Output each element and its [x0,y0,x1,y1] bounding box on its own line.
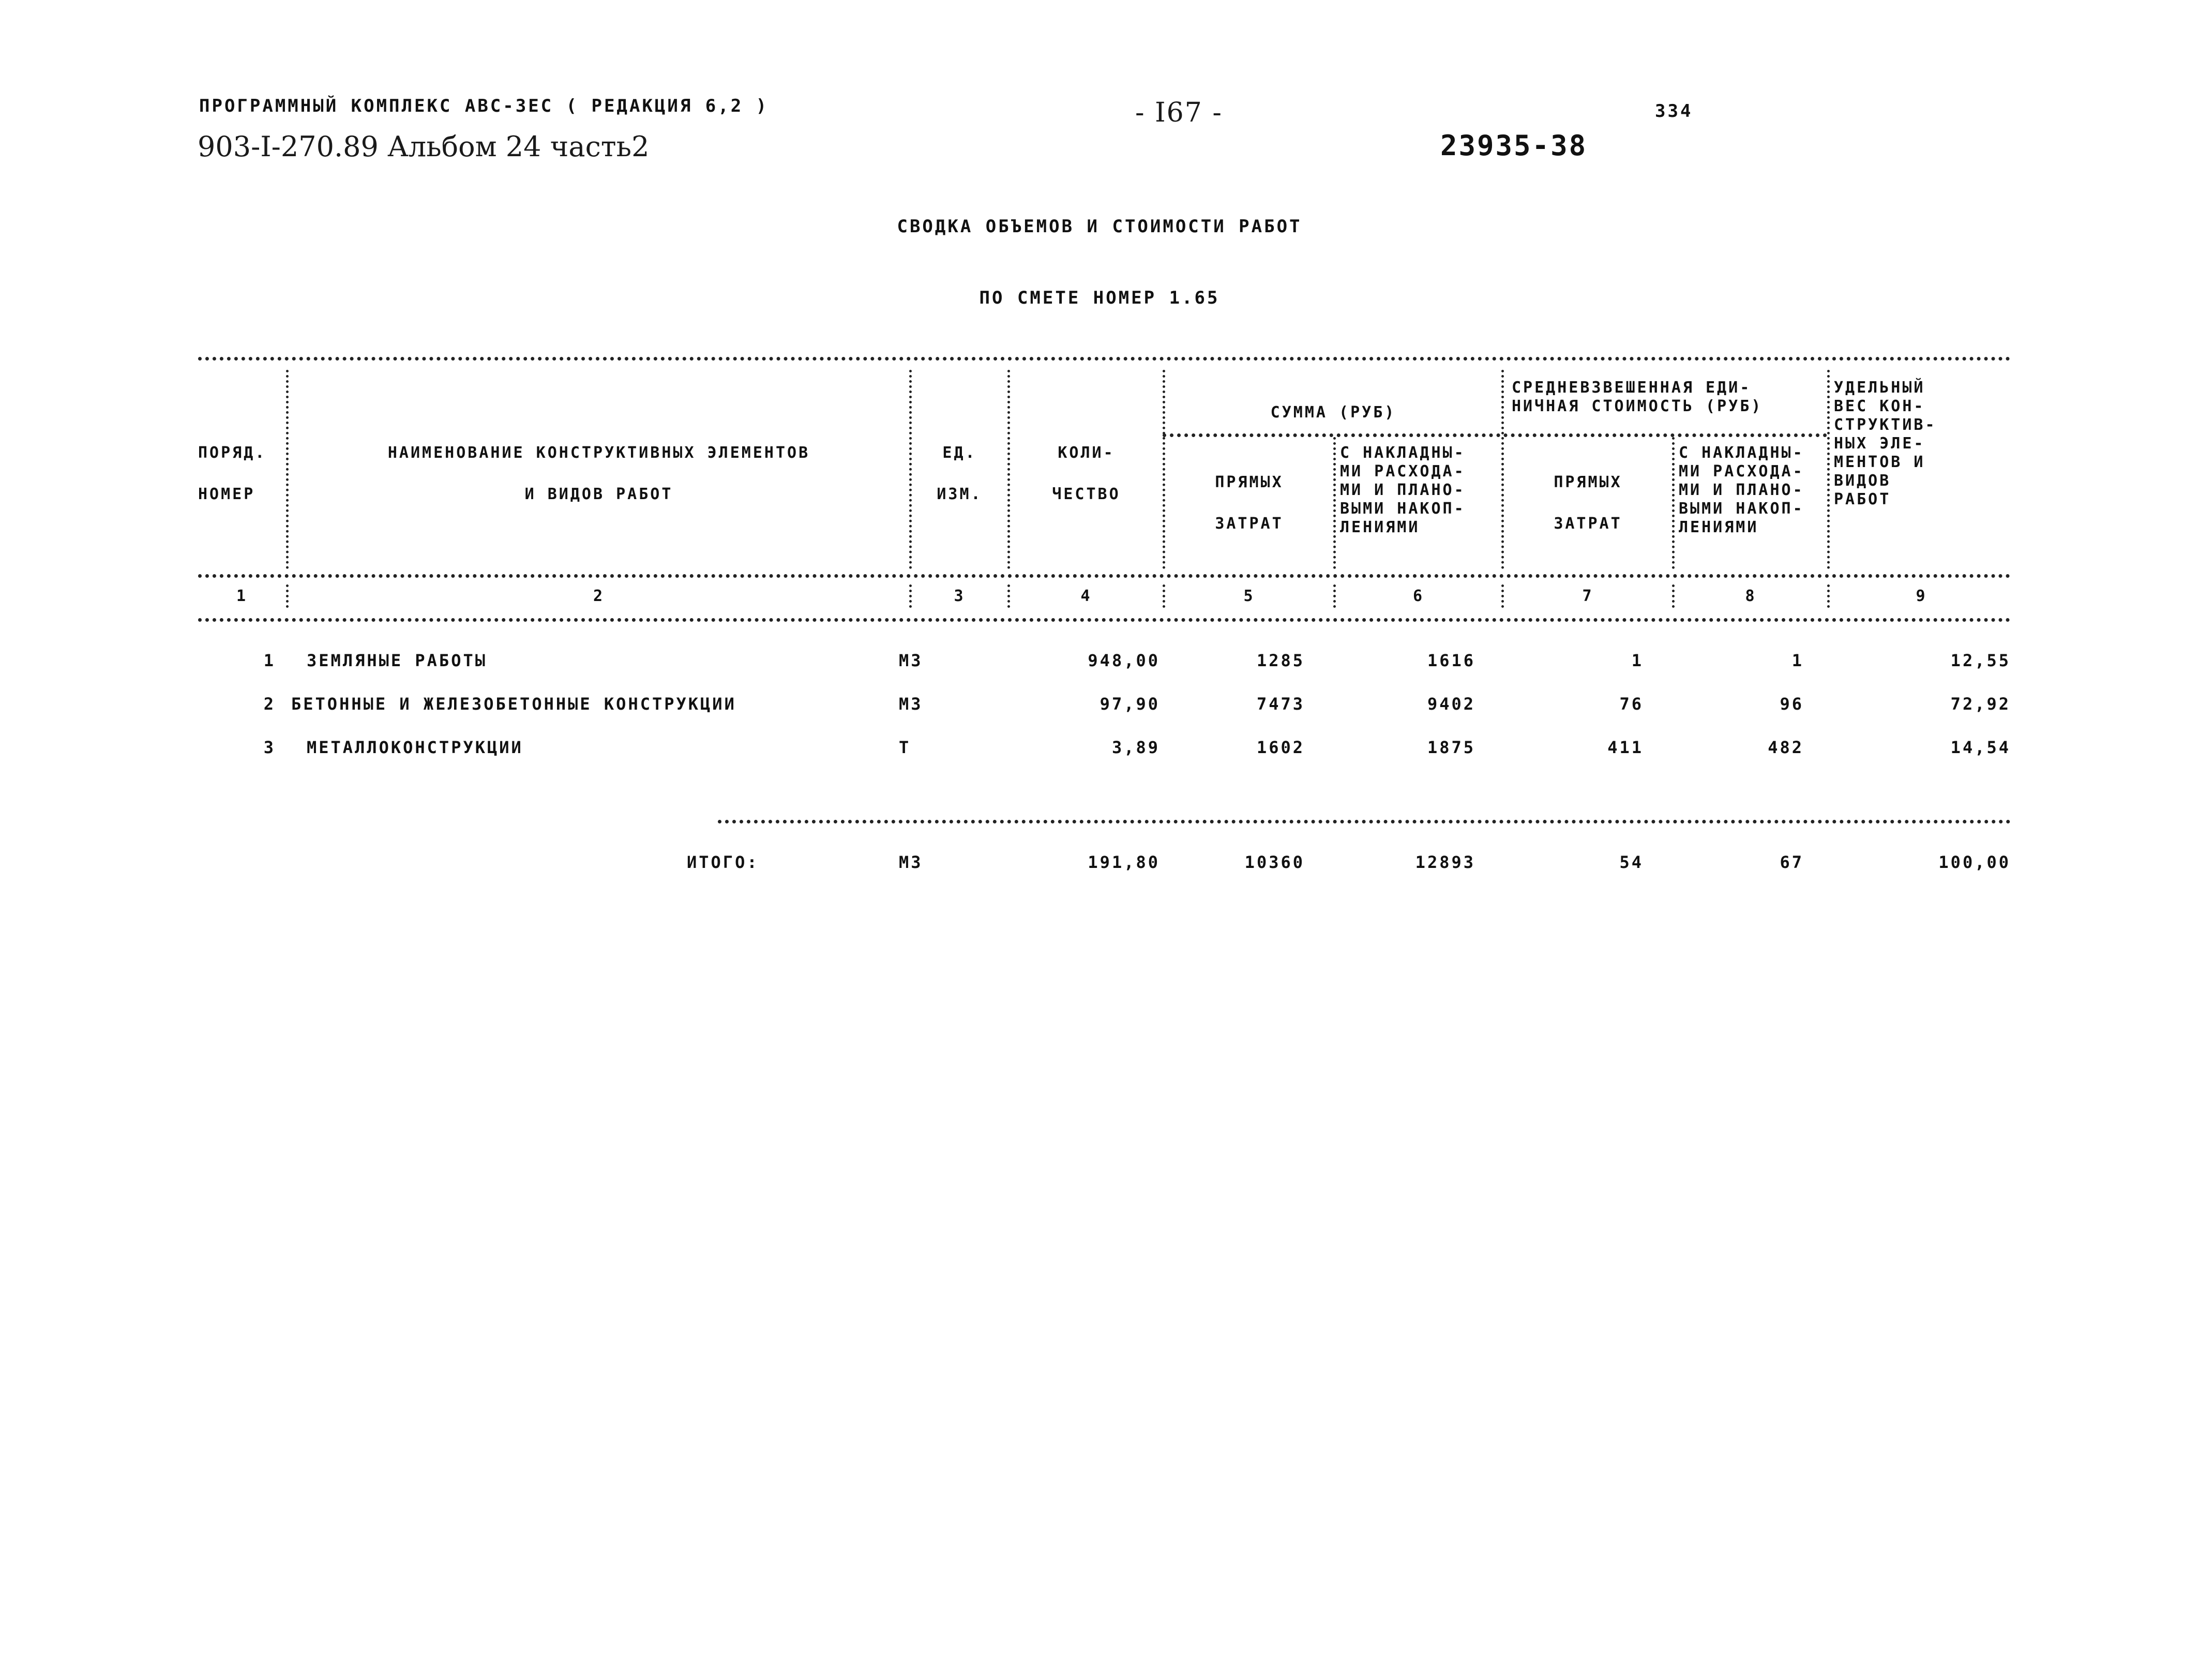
vrule-4 [1163,370,1165,569]
vrule-num-7 [1672,584,1675,608]
vrule-8 [1827,370,1830,569]
sheet-number: 334 [1655,101,1693,122]
column-number: 9 [1916,587,1927,605]
total-quantity: 191,80 [1088,852,1160,872]
summary-table [198,357,2011,890]
row-quantity: 3,89 [1111,738,1160,757]
program-line: ПРОГРАММНЫЙ КОМПЛЕКС АВС-ЗЕС ( РЕДАКЦИЯ 6,2 ) [199,96,769,116]
document-title: СВОДКА ОБЪЕМОВ И СТОИМОСТИ РАБОТ [897,216,1302,237]
vrule-3 [1007,370,1010,569]
header-direct-sum: ПРЯМЫХ ЗАТРАТ [1215,473,1284,533]
total-share: 100,00 [1938,852,2011,872]
row-unit: М3 [899,694,923,714]
vrule-7 [1672,437,1675,569]
header-share: УДЕЛЬНЫЙ ВЕС КОН- СТРУКТИВ- НЫХ ЭЛЕ- МЕНТОВ И ВИДОВ РАБОТ [1834,379,1937,508]
total-direct-sum: 10360 [1244,852,1305,872]
header-bottom-rule [198,574,2011,578]
row-overhead-unit: 1 [1791,651,1804,670]
row-number: 3 [263,738,276,757]
row-quantity: 97,90 [1100,694,1160,714]
total-label: ИТОГО: [687,852,759,872]
vrule-num-5 [1333,584,1336,608]
row-number: 2 [263,694,276,714]
header-direct-unit: ПРЯМЫХ ЗАТРАТ [1554,473,1622,533]
total-overhead-unit: 67 [1780,852,1804,872]
vrule-num-8 [1827,584,1830,608]
column-number: 8 [1745,587,1757,605]
document-subtitle: ПО СМЕТЕ НОМЕР 1.65 [979,288,1220,308]
drawing-code: 23935-38 [1440,129,1588,162]
row-unit: М3 [899,651,923,670]
header-element-name: НАИМЕНОВАНИЕ КОНСТРУКТИВНЫХ ЭЛЕМЕНТОВ И ВИДОВ РАБОТ [387,444,810,503]
vrule-num-2 [909,584,912,608]
row-number: 1 [263,651,276,670]
total-overhead-sum: 12893 [1415,852,1475,872]
row-quantity: 948,00 [1088,651,1160,670]
album-designation: 903-I-270.89 Альбом 24 часть2 [198,130,650,163]
vrule-num-3 [1007,584,1010,608]
column-number: 1 [236,587,248,605]
column-number: 4 [1080,587,1092,605]
row-name: БЕТОННЫЕ И ЖЕЛЕЗОБЕТОННЫЕ КОНСТРУКЦИИ [291,694,736,714]
vrule-num-4 [1163,584,1165,608]
header-order-number: ПОРЯД. НОМЕР [198,444,267,503]
row-direct-unit: 76 [1619,694,1644,714]
header-quantity: КОЛИ- ЧЕСТВО [1052,444,1121,503]
row-unit: Т [899,738,911,757]
header-sum-group: СУММА (РУБ) [1270,403,1396,422]
page-number: - I67 - [1135,97,1223,128]
column-numbers-rule [198,618,2011,622]
column-number: 3 [954,587,966,605]
row-direct-sum: 7473 [1256,694,1305,714]
column-number: 7 [1582,587,1594,605]
row-overhead-unit: 482 [1768,738,1804,757]
row-direct-sum: 1285 [1256,651,1305,670]
vrule-5 [1333,437,1336,569]
column-number: 5 [1243,587,1255,605]
vrule-num-6 [1501,584,1504,608]
table-top-rule [198,357,2011,361]
vrule-1 [286,370,289,569]
row-overhead-sum: 9402 [1427,694,1475,714]
header-overhead-sum: С НАКЛАДНЫ- МИ РАСХОДА- МИ И ПЛАНО- ВЫМИ НАКОП- ЛЕНИЯМИ [1340,444,1466,536]
vrule-num-1 [286,584,289,608]
subheader-rule [1163,433,1827,437]
vrule-2 [909,370,912,569]
header-unit: ЕД. ИЗМ. [937,444,983,503]
row-overhead-sum: 1616 [1427,651,1475,670]
row-overhead-sum: 1875 [1427,738,1475,757]
row-overhead-unit: 96 [1780,694,1804,714]
row-name: ЗЕМЛЯНЫЕ РАБОТЫ [307,651,487,670]
column-number: 2 [593,587,605,605]
header-overhead-unit: С НАКЛАДНЫ- МИ РАСХОДА- МИ И ПЛАНО- ВЫМИ НАКОП- ЛЕНИЯМИ [1679,444,1804,536]
vrule-6 [1501,370,1504,569]
row-direct-unit: 411 [1607,738,1644,757]
row-share: 12,55 [1950,651,2011,670]
total-unit: М3 [899,852,923,872]
total-rule [718,820,2011,823]
row-share: 72,92 [1950,694,2011,714]
header-average-group: СРЕДНЕВЗВЕШЕННАЯ ЕДИ- НИЧНАЯ СТОИМОСТЬ (РУБ) [1512,379,1763,415]
row-direct-sum: 1602 [1256,738,1305,757]
column-number: 6 [1412,587,1425,605]
row-direct-unit: 1 [1631,651,1644,670]
row-share: 14,54 [1950,738,2011,757]
row-name: МЕТАЛЛОКОНСТРУКЦИИ [307,738,523,757]
total-direct-unit: 54 [1619,852,1644,872]
